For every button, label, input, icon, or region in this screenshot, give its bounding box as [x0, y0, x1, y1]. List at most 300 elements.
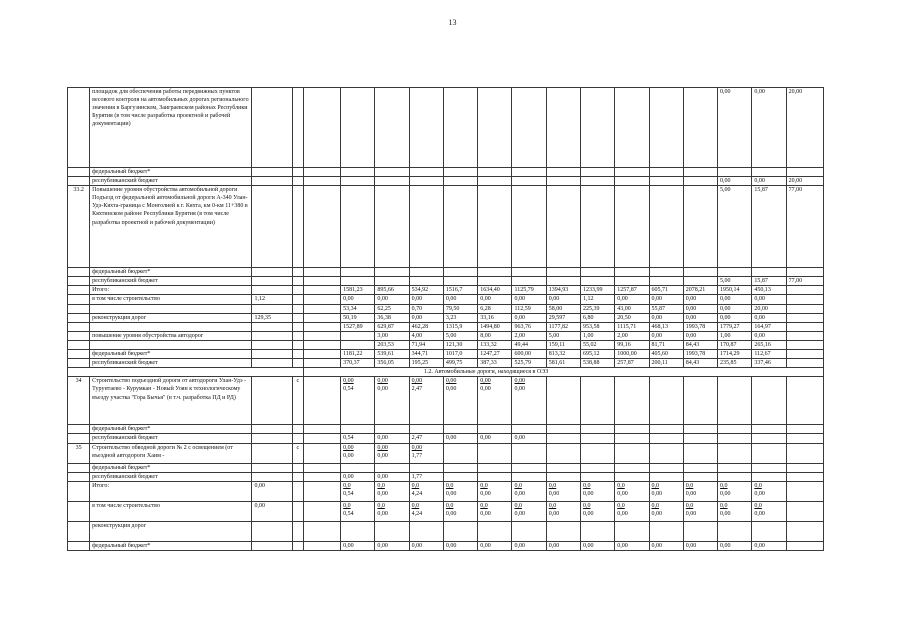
value-cell [683, 434, 717, 443]
value-cell [615, 521, 649, 541]
value-top: 0,00 [411, 378, 423, 385]
row-mark [292, 463, 303, 472]
value-cell: 1181,22 [341, 350, 375, 359]
value-cell [375, 377, 409, 425]
value-cell [303, 501, 340, 521]
value-top: 0,00 [377, 378, 388, 385]
value-cell [478, 425, 512, 434]
value-cell: 15,87 [752, 186, 786, 268]
value-cell [580, 463, 614, 472]
value-cell [409, 443, 443, 463]
value-cell [512, 425, 546, 434]
row-description: Итого: [90, 286, 252, 295]
value-top: 0,00 [411, 444, 423, 451]
value-cell [303, 313, 340, 322]
value-cell: 0,00 [546, 541, 580, 550]
value-cell [649, 268, 683, 277]
value-bottom: 0,00 [377, 452, 388, 459]
row-length [252, 472, 292, 481]
value-cell [478, 521, 512, 541]
value-cell [409, 377, 443, 425]
value-cell [341, 331, 375, 340]
value-top: 0,0 [685, 502, 694, 509]
value-cell [786, 359, 823, 368]
value-cell [512, 501, 546, 521]
value-cell [786, 481, 823, 501]
value-cell [718, 443, 752, 463]
value-bottom: 2,47 [411, 386, 423, 393]
value-cell [478, 481, 512, 501]
value-top: 0,0 [377, 502, 385, 509]
value-cell: 499,75 [443, 359, 477, 368]
table-body [68, 88, 824, 551]
row-description [90, 304, 252, 313]
row-number [68, 277, 90, 286]
value-cell: 0,00 [341, 541, 375, 550]
value-cell [649, 168, 683, 177]
value-cell: 370,37 [341, 359, 375, 368]
value-cell: 99,16 [615, 340, 649, 349]
value-cell [375, 501, 409, 521]
row-number: 35 [68, 443, 90, 463]
value-cell [752, 434, 786, 443]
value-cell: 0,00 [683, 541, 717, 550]
row-length [252, 425, 292, 434]
value-cell [303, 434, 340, 443]
table-row [68, 295, 824, 304]
row-description: республиканский бюджет [90, 434, 252, 443]
value-cell [752, 463, 786, 472]
value-cell [786, 472, 823, 481]
value-cell: 0,00 [718, 88, 752, 168]
value-bottom: 0,00 [514, 510, 525, 517]
value-cell [786, 322, 823, 331]
value-cell [580, 377, 614, 425]
value-cell: 1017,0 [443, 350, 477, 359]
row-mark [292, 88, 303, 168]
value-cell: 6,80 [580, 313, 614, 322]
row-mark [292, 472, 303, 481]
value-cell [512, 521, 546, 541]
value-cell [615, 277, 649, 286]
row-mark [292, 425, 303, 434]
value-bottom: 0,00 [548, 510, 560, 517]
table-row [68, 521, 824, 541]
value-cell [512, 168, 546, 177]
value-cell [478, 463, 512, 472]
value-cell [752, 425, 786, 434]
value-cell: 0,00 [752, 177, 786, 186]
value-cell [512, 377, 546, 425]
value-bottom: 4,24 [411, 490, 423, 497]
row-length [252, 286, 292, 295]
value-cell: 112,67 [752, 350, 786, 359]
value-cell: 20,00 [786, 177, 823, 186]
value-cell: 0,00 [752, 541, 786, 550]
value-cell: 0,00 [752, 88, 786, 168]
row-mark [292, 313, 303, 322]
value-cell [615, 177, 649, 186]
value-cell [546, 463, 580, 472]
value-cell: 0,70 [409, 304, 443, 313]
value-bottom: 1,77 [411, 452, 423, 459]
row-mark [292, 177, 303, 186]
value-cell: 1516,7 [443, 286, 477, 295]
row-length [252, 521, 292, 541]
value-bottom: 0,00 [720, 510, 731, 517]
value-cell [580, 443, 614, 463]
value-cell: 0,00 [718, 177, 752, 186]
value-cell [718, 472, 752, 481]
value-cell [341, 88, 375, 168]
table-row [68, 186, 824, 268]
value-cell: 337,46 [752, 359, 786, 368]
row-length [252, 340, 292, 349]
value-cell: 0,00 [718, 541, 752, 550]
row-mark: с [292, 377, 303, 425]
value-cell: 36,38 [375, 313, 409, 322]
value-cell [375, 443, 409, 463]
value-cell [303, 295, 340, 304]
row-mark [292, 481, 303, 501]
value-cell: 200,11 [649, 359, 683, 368]
value-cell [786, 331, 823, 340]
value-cell [478, 501, 512, 521]
row-number [68, 463, 90, 472]
value-bottom: 0,00 [377, 490, 388, 497]
value-cell [303, 443, 340, 463]
value-top: 0,0 [685, 482, 694, 489]
row-description: площадок для обеспечения работы передвижных пунктов весового контроля на автомобильных дорогах регионального значения в Баргузинском, Заиграевском районах Республики Бурятия (в том числе разработка проектной и рабочей документации) [90, 88, 252, 168]
value-cell: 0,00 [649, 331, 683, 340]
value-cell [615, 434, 649, 443]
value-cell [341, 501, 375, 521]
value-cell: 1581,23 [341, 286, 375, 295]
row-number [68, 313, 90, 322]
value-cell [303, 425, 340, 434]
value-cell [478, 377, 512, 425]
value-cell: 0,00 [443, 295, 477, 304]
value-cell: 1247,27 [478, 350, 512, 359]
value-cell [303, 277, 340, 286]
table-row [68, 277, 824, 286]
value-cell [303, 481, 340, 501]
row-mark [292, 541, 303, 550]
value-top: 0,0 [548, 482, 557, 489]
value-cell: 0,00 [683, 295, 717, 304]
value-cell: 164,97 [752, 322, 786, 331]
value-cell [409, 268, 443, 277]
row-length [252, 443, 292, 463]
value-cell [615, 186, 649, 268]
row-length: 1,12 [252, 295, 292, 304]
value-cell: 963,76 [512, 322, 546, 331]
value-cell [580, 434, 614, 443]
value-cell: 81,71 [649, 340, 683, 349]
value-cell [752, 268, 786, 277]
table-row [68, 331, 824, 340]
value-cell [580, 481, 614, 501]
row-number [68, 541, 90, 550]
value-top: 0,0 [720, 482, 728, 489]
value-top: 0,00 [377, 444, 388, 451]
row-number [68, 331, 90, 340]
row-description: в том числе строительство [90, 295, 252, 304]
page-number: 13 [448, 18, 457, 27]
value-bottom: 4,24 [411, 510, 423, 517]
row-number [68, 425, 90, 434]
value-bottom: 0,00 [377, 510, 388, 517]
value-cell [786, 168, 823, 177]
value-cell [718, 377, 752, 425]
value-cell [341, 481, 375, 501]
value-cell: 4,00 [409, 331, 443, 340]
value-cell [375, 177, 409, 186]
value-cell [409, 177, 443, 186]
row-number [68, 481, 90, 501]
value-cell [683, 501, 717, 521]
value-cell [683, 168, 717, 177]
value-cell [683, 88, 717, 168]
value-top: 0,0 [582, 482, 591, 489]
row-number [68, 304, 90, 313]
value-cell: 170,87 [718, 340, 752, 349]
value-cell [786, 268, 823, 277]
value-cell [303, 521, 340, 541]
value-cell [683, 463, 717, 472]
value-cell [443, 168, 477, 177]
value-top: 0,0 [480, 482, 488, 489]
value-top: 0,0 [582, 502, 591, 509]
value-cell [580, 501, 614, 521]
value-cell [580, 177, 614, 186]
table-row [68, 177, 824, 186]
value-cell [580, 268, 614, 277]
value-cell [478, 443, 512, 463]
value-cell [375, 88, 409, 168]
value-cell [786, 463, 823, 472]
value-cell [649, 463, 683, 472]
value-cell: 1257,87 [615, 286, 649, 295]
row-mark [292, 434, 303, 443]
value-top: 0,00 [480, 378, 491, 385]
row-mark [292, 277, 303, 286]
value-cell [512, 481, 546, 501]
row-number [68, 295, 90, 304]
value-cell [375, 277, 409, 286]
value-cell [649, 472, 683, 481]
value-cell: 605,71 [649, 286, 683, 295]
value-top: 0,0 [617, 482, 625, 489]
value-cell [649, 186, 683, 268]
row-number [68, 521, 90, 541]
value-cell: 356,05 [375, 359, 409, 368]
table-row [68, 350, 824, 359]
value-cell [375, 168, 409, 177]
value-bottom: 0,00 [617, 490, 628, 497]
value-cell: 0,00 [375, 472, 409, 481]
value-cell [546, 177, 580, 186]
value-cell: 1993,78 [683, 322, 717, 331]
value-cell [478, 177, 512, 186]
value-cell [718, 501, 752, 521]
row-length: 129,35 [252, 313, 292, 322]
value-cell [341, 177, 375, 186]
value-cell: 71,94 [409, 340, 443, 349]
value-cell: 600,00 [512, 350, 546, 359]
value-cell [546, 88, 580, 168]
value-cell: 2078,21 [683, 286, 717, 295]
table-row [68, 286, 824, 295]
value-cell: 344,71 [409, 350, 443, 359]
value-cell [303, 168, 340, 177]
value-bottom: 0,00 [514, 490, 525, 497]
value-cell: 581,61 [546, 359, 580, 368]
row-description: повышение уровня обустройства автодорог [90, 331, 252, 340]
row-length [252, 88, 292, 168]
value-bottom: 0,00 [480, 510, 491, 517]
value-cell [546, 501, 580, 521]
value-cell: 462,28 [409, 322, 443, 331]
value-cell [512, 472, 546, 481]
value-cell [752, 481, 786, 501]
value-cell: 895,66 [375, 286, 409, 295]
value-cell [443, 521, 477, 541]
value-bottom: 0,00 [445, 510, 457, 517]
value-cell [649, 177, 683, 186]
row-length [252, 304, 292, 313]
value-cell [752, 472, 786, 481]
value-bottom: 0,00 [514, 386, 525, 393]
value-cell [752, 501, 786, 521]
value-cell [443, 186, 477, 268]
value-cell: 15,87 [752, 277, 786, 286]
value-cell [512, 186, 546, 268]
value-bottom: 0,00 [685, 490, 697, 497]
value-bottom: 0,00 [548, 490, 560, 497]
value-cell: 1,00 [718, 331, 752, 340]
value-cell [615, 88, 649, 168]
value-cell [303, 268, 340, 277]
value-cell [615, 481, 649, 501]
table-row [68, 359, 824, 368]
table-row [68, 425, 824, 434]
value-cell [786, 295, 823, 304]
value-cell [341, 277, 375, 286]
section-spacer [68, 368, 304, 377]
value-cell [341, 443, 375, 463]
value-cell [375, 463, 409, 472]
value-cell [683, 472, 717, 481]
value-top: 0,0 [445, 482, 454, 489]
value-cell [786, 443, 823, 463]
value-top: 0,0 [720, 502, 728, 509]
value-bottom: 0,00 [582, 490, 594, 497]
row-mark [292, 304, 303, 313]
value-cell [409, 168, 443, 177]
value-cell [443, 481, 477, 501]
value-bottom: 0,00 [343, 452, 354, 459]
row-number: 33.2 [68, 186, 90, 268]
value-bottom: 0,00 [754, 510, 765, 517]
value-cell: 1527,89 [341, 322, 375, 331]
value-cell [718, 268, 752, 277]
value-top: 0,0 [617, 502, 625, 509]
value-cell [683, 268, 717, 277]
value-cell: 0,00 [375, 295, 409, 304]
value-cell: 50,19 [341, 313, 375, 322]
table-row [68, 268, 824, 277]
value-bottom: 0,00 [445, 386, 457, 393]
value-cell: 534,92 [409, 286, 443, 295]
value-cell: 20,50 [615, 313, 649, 322]
value-cell [786, 377, 823, 425]
value-cell: 1115,71 [615, 322, 649, 331]
value-cell: 0,00 [443, 434, 477, 443]
value-cell: 0,00 [752, 331, 786, 340]
value-cell [443, 443, 477, 463]
row-length [252, 186, 292, 268]
value-cell [478, 186, 512, 268]
row-number [68, 177, 90, 186]
value-cell [512, 277, 546, 286]
row-length: 0,00 [252, 501, 292, 521]
row-number [68, 322, 90, 331]
value-cell [683, 186, 717, 268]
value-top: 0,0 [754, 482, 762, 489]
value-cell: 0,00 [409, 313, 443, 322]
value-top: 0,0 [514, 502, 522, 509]
value-top: 0,0 [548, 502, 557, 509]
value-cell: 0,00 [752, 295, 786, 304]
value-top: 0,00 [343, 378, 354, 385]
row-number [68, 472, 90, 481]
value-cell: 0,54 [341, 434, 375, 443]
row-mark [292, 501, 303, 521]
value-cell: 0,00 [409, 541, 443, 550]
value-cell [341, 463, 375, 472]
value-cell [718, 481, 752, 501]
value-cell [512, 88, 546, 168]
value-cell [683, 377, 717, 425]
value-cell: 2,00 [615, 331, 649, 340]
value-cell: 0,00 [752, 313, 786, 322]
value-cell: 203,53 [375, 340, 409, 349]
value-cell: 0,00 [409, 295, 443, 304]
value-cell: 20,00 [752, 304, 786, 313]
value-cell [718, 425, 752, 434]
value-top: 0,0 [411, 482, 420, 489]
value-cell [443, 277, 477, 286]
value-cell [615, 501, 649, 521]
value-cell: 0,00 [341, 472, 375, 481]
value-cell: 0,00 [512, 434, 546, 443]
value-top: 0,00 [343, 444, 354, 451]
value-cell: 225,39 [580, 304, 614, 313]
value-cell [303, 322, 340, 331]
value-cell: 0,00 [478, 434, 512, 443]
value-bottom: 0,00 [480, 386, 491, 393]
value-cell [683, 277, 717, 286]
row-mark: с [292, 443, 303, 463]
row-mark [292, 331, 303, 340]
value-cell: 0,00 [718, 304, 752, 313]
value-cell: 84,43 [683, 340, 717, 349]
value-cell [303, 541, 340, 550]
row-number [68, 268, 90, 277]
row-description: федеральный бюджет* [90, 350, 252, 359]
row-description [90, 322, 252, 331]
